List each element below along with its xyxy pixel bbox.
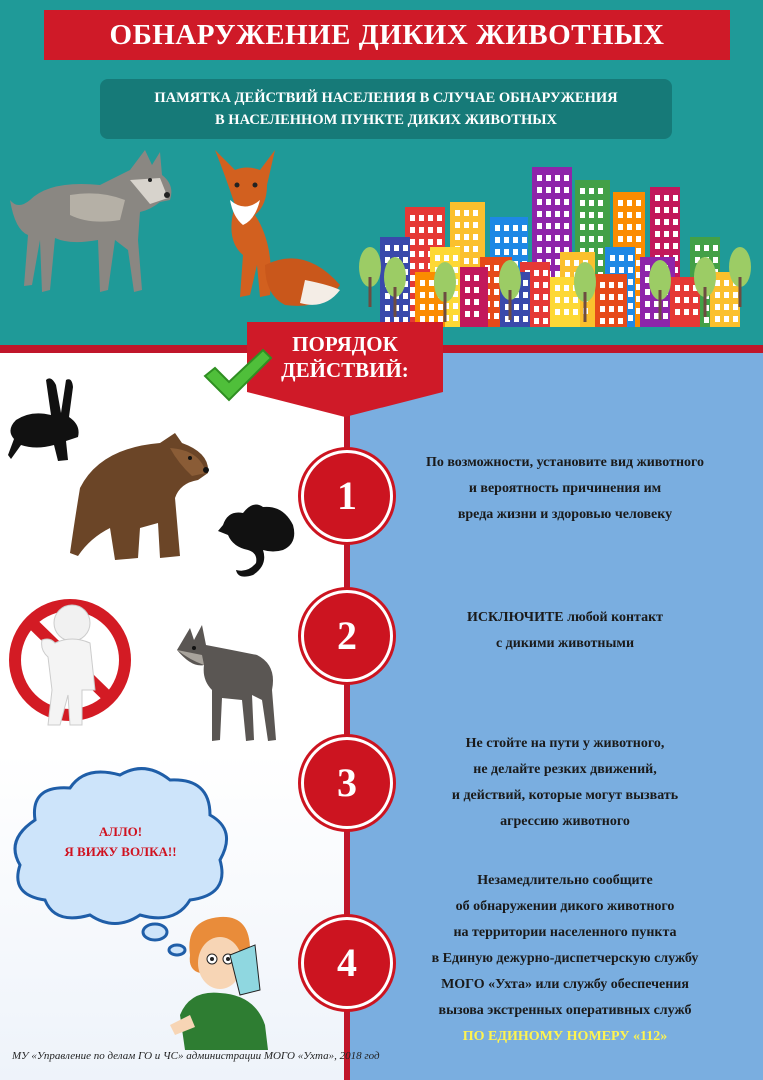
- step-2-number: 2: [301, 590, 393, 682]
- city-window: [598, 224, 603, 230]
- step-4-number: 4: [301, 917, 393, 1009]
- step-4-emphasis: МОГО «Ухта»: [441, 977, 532, 992]
- city-window: [513, 249, 518, 255]
- city-window: [598, 236, 603, 242]
- city-window: [444, 255, 449, 261]
- city-window: [537, 187, 542, 193]
- step-4-line-5: [380, 972, 750, 998]
- city-window: [627, 212, 632, 218]
- city-tree-trunk: [739, 277, 742, 307]
- fox-illustration: [205, 145, 345, 315]
- city-window: [673, 219, 678, 225]
- city-window: [455, 222, 460, 228]
- city-window: [645, 313, 650, 319]
- city-window: [564, 235, 569, 241]
- step-2-line-2: с дикими животными: [495, 636, 635, 651]
- city-window: [724, 316, 729, 322]
- city-window: [523, 292, 528, 298]
- city-window: [420, 280, 425, 286]
- city-window: [410, 215, 415, 221]
- city-window: [534, 270, 539, 276]
- city-window: [673, 243, 678, 249]
- city-window: [664, 195, 669, 201]
- city-window: [464, 222, 469, 228]
- city-window: [675, 309, 680, 315]
- city-window: [555, 309, 560, 315]
- step-2-line-1: [380, 605, 750, 631]
- subtitle-line-2: В НАСЕЛЕННОМ ПУНКТЕ ДИКИХ ЖИВОТНЫХ: [215, 112, 557, 128]
- city-window: [555, 235, 560, 241]
- city-window: [684, 309, 689, 315]
- city-window: [598, 248, 603, 254]
- city-window: [598, 260, 603, 266]
- city-window: [619, 255, 624, 261]
- city-window: [704, 317, 709, 323]
- city-window: [420, 292, 425, 298]
- city-window: [473, 258, 478, 264]
- step-3-text: [380, 731, 750, 835]
- step-3-line-2: не делайте резких движений,: [473, 762, 657, 777]
- city-window: [555, 211, 560, 217]
- city-window: [514, 316, 519, 322]
- city-window: [609, 282, 614, 288]
- city-window: [564, 297, 569, 303]
- step-2-emphasis: ИСКЛЮЧИТЕ: [466, 610, 564, 625]
- city-window: [654, 313, 659, 319]
- city-window: [465, 299, 470, 305]
- city-window: [664, 207, 669, 213]
- city-window: [464, 210, 469, 216]
- city-window: [724, 304, 729, 310]
- city-window: [494, 277, 499, 283]
- city-window: [573, 297, 578, 303]
- city-window: [600, 306, 605, 312]
- section-title-line-1: ПОРЯДОК: [292, 332, 398, 356]
- city-window: [564, 223, 569, 229]
- city-window: [419, 251, 424, 257]
- city-window: [410, 239, 415, 245]
- city-window: [664, 231, 669, 237]
- city-window: [645, 301, 650, 307]
- city-window: [465, 287, 470, 293]
- section-title-line-2: ДЕЙСТВИЙ:: [281, 358, 409, 382]
- city-window: [495, 225, 500, 231]
- emergency-number: ПО ЕДИНОМУ НОМЕРУ «112»: [462, 1029, 668, 1044]
- subtitle-line-1: ПАМЯТКА ДЕЙСТВИЙ НАСЕЛЕНИЯ В СЛУЧАЕ ОБНАРУЖЕНИЯ: [154, 90, 618, 106]
- city-window: [420, 304, 425, 310]
- city-window: [495, 249, 500, 255]
- city-window: [464, 258, 469, 264]
- city-window: [410, 275, 415, 281]
- city-window: [546, 175, 551, 181]
- city-window: [473, 246, 478, 252]
- city-window: [564, 187, 569, 193]
- city-window: [663, 301, 668, 307]
- city-window: [675, 285, 680, 291]
- city-window: [428, 227, 433, 233]
- city-window: [546, 223, 551, 229]
- city-tree-trunk: [394, 287, 397, 317]
- city-window: [589, 200, 594, 206]
- city-window: [628, 255, 633, 261]
- city-window: [403, 257, 408, 263]
- city-window: [428, 215, 433, 221]
- city-tree-trunk: [509, 290, 512, 320]
- city-window: [713, 257, 718, 263]
- city-window: [410, 251, 415, 257]
- city-window: [494, 313, 499, 319]
- city-window: [428, 239, 433, 245]
- city-window: [555, 187, 560, 193]
- city-window: [580, 188, 585, 194]
- woman-phone-illustration: [170, 915, 285, 1050]
- city-window: [403, 305, 408, 311]
- city-window: [564, 285, 569, 291]
- city-window: [522, 237, 527, 243]
- city-window: [385, 305, 390, 311]
- city-window: [618, 224, 623, 230]
- city-window: [618, 236, 623, 242]
- city-window: [453, 255, 458, 261]
- city-window: [410, 287, 415, 293]
- mouse-icon: [218, 495, 300, 580]
- city-window: [453, 315, 458, 321]
- city-window: [645, 265, 650, 271]
- city-window: [465, 311, 470, 317]
- city-window: [618, 282, 623, 288]
- city-window: [664, 243, 669, 249]
- prohibition-icon: [10, 595, 135, 730]
- step-4-line-3: на территории населенного пункта: [453, 925, 677, 940]
- city-window: [537, 223, 542, 229]
- city-window: [537, 247, 542, 253]
- city-window: [580, 224, 585, 230]
- city-window: [628, 291, 633, 297]
- city-window: [564, 175, 569, 181]
- city-window: [636, 248, 641, 254]
- city-window: [429, 292, 434, 298]
- check-icon: [203, 348, 273, 403]
- city-window: [438, 304, 443, 310]
- city-window: [403, 293, 408, 299]
- city-window: [580, 236, 585, 242]
- city-illustration: [360, 162, 755, 327]
- city-tree-trunk: [444, 292, 447, 322]
- city-window: [419, 263, 424, 269]
- city-window: [473, 210, 478, 216]
- city-window: [713, 245, 718, 251]
- city-window: [610, 267, 615, 273]
- city-window: [546, 235, 551, 241]
- city-window: [555, 297, 560, 303]
- page-title: ОБНАРУЖЕНИЕ ДИКИХ ЖИВОТНЫХ: [44, 10, 730, 60]
- city-window: [715, 316, 720, 322]
- city-window: [733, 316, 738, 322]
- city-window: [598, 188, 603, 194]
- city-window: [600, 294, 605, 300]
- step-4-text: [380, 868, 750, 1050]
- city-window: [655, 195, 660, 201]
- city-window: [598, 212, 603, 218]
- step-1-line-1: По возможности, установите вид животного: [425, 455, 705, 470]
- step-3-line-1: Не стойте на пути у животного,: [465, 736, 665, 751]
- city-window: [609, 318, 614, 324]
- step-3-line-3: и действий, которые могут вызвать: [451, 788, 679, 803]
- city-window: [522, 249, 527, 255]
- city-window: [394, 245, 399, 251]
- city-window: [437, 239, 442, 245]
- speech-line-2: Я ВИЖУ ВОЛКА!!: [64, 844, 177, 859]
- city-window: [546, 187, 551, 193]
- city-window: [453, 303, 458, 309]
- city-window: [609, 306, 614, 312]
- step-4-line-5-rest: или службу обеспечения: [531, 977, 689, 992]
- city-window: [733, 304, 738, 310]
- city-tree-trunk: [704, 287, 707, 317]
- city-window: [673, 231, 678, 237]
- step-2-line-1-rest: любой контакт: [563, 610, 664, 625]
- city-window: [724, 292, 729, 298]
- city-window: [546, 199, 551, 205]
- city-window: [473, 222, 478, 228]
- city-window: [555, 259, 560, 265]
- city-window: [504, 225, 509, 231]
- city-window: [513, 225, 518, 231]
- city-window: [523, 304, 528, 310]
- city-window: [555, 199, 560, 205]
- section-title: [247, 331, 443, 383]
- city-tree-trunk: [659, 290, 662, 320]
- city-window: [693, 309, 698, 315]
- city-window: [636, 212, 641, 218]
- wolf-photo: [172, 620, 282, 745]
- city-window: [410, 263, 415, 269]
- city-window: [573, 309, 578, 315]
- city-window: [555, 285, 560, 291]
- city-window: [580, 200, 585, 206]
- city-window: [655, 243, 660, 249]
- city-window: [435, 255, 440, 261]
- city-window: [543, 306, 548, 312]
- city-window: [627, 236, 632, 242]
- step-3-number: 3: [301, 737, 393, 829]
- city-window: [655, 231, 660, 237]
- step-4-line-1: Незамедлительно сообщите: [477, 873, 653, 888]
- city-window: [543, 270, 548, 276]
- city-window: [628, 303, 633, 309]
- city-window: [580, 212, 585, 218]
- city-window: [543, 294, 548, 300]
- speech-line-1: АЛЛО!: [98, 824, 143, 839]
- city-window: [534, 306, 539, 312]
- city-window: [534, 282, 539, 288]
- city-window: [494, 301, 499, 307]
- city-window: [609, 294, 614, 300]
- city-window: [693, 297, 698, 303]
- city-window: [627, 200, 632, 206]
- city-window: [534, 318, 539, 324]
- step-1-line-2: и вероятность причинения им: [468, 481, 662, 496]
- city-window: [410, 311, 415, 317]
- footer-credit: МУ «Управление по делам ГО и ЧС» администрации МОГО «Ухта», 2018 год: [12, 1050, 380, 1062]
- city-window: [537, 175, 542, 181]
- city-window: [522, 225, 527, 231]
- city-window: [618, 306, 623, 312]
- city-window: [636, 224, 641, 230]
- speech-text: [38, 822, 203, 862]
- city-window: [715, 304, 720, 310]
- city-window: [564, 211, 569, 217]
- city-window: [504, 249, 509, 255]
- city-window: [628, 267, 633, 273]
- city-window: [684, 297, 689, 303]
- city-window: [654, 301, 659, 307]
- city-window: [645, 289, 650, 295]
- city-window: [664, 219, 669, 225]
- city-window: [523, 316, 528, 322]
- city-window: [474, 287, 479, 293]
- city-window: [655, 219, 660, 225]
- city-window: [673, 195, 678, 201]
- city-window: [429, 280, 434, 286]
- city-window: [537, 199, 542, 205]
- city-window: [598, 200, 603, 206]
- city-window: [565, 260, 570, 266]
- city-window: [494, 265, 499, 271]
- step-1-line-3: вреда жизни и здоровью человеку: [457, 507, 673, 522]
- city-window: [673, 207, 678, 213]
- city-window: [655, 207, 660, 213]
- step-4-line-4: в Единую дежурно-диспетчерскую службу: [431, 951, 699, 966]
- city-window: [589, 236, 594, 242]
- city-window: [474, 299, 479, 305]
- city-window: [523, 280, 528, 286]
- step-1-text: [380, 450, 750, 528]
- city-window: [495, 237, 500, 243]
- city-window: [543, 282, 548, 288]
- city-window: [514, 304, 519, 310]
- city-window: [403, 245, 408, 251]
- city-window: [675, 297, 680, 303]
- city-window: [455, 234, 460, 240]
- city-window: [419, 239, 424, 245]
- city-window: [419, 227, 424, 233]
- city-window: [695, 245, 700, 251]
- wolf-illustration: [10, 140, 180, 315]
- city-window: [715, 292, 720, 298]
- step-3-line-4: агрессию животного: [500, 814, 630, 829]
- city-window: [543, 318, 548, 324]
- city-window: [546, 211, 551, 217]
- city-window: [610, 255, 615, 261]
- city-window: [589, 212, 594, 218]
- bear-illustration: [70, 428, 215, 563]
- city-window: [564, 199, 569, 205]
- city-window: [733, 292, 738, 298]
- city-window: [555, 175, 560, 181]
- city-window: [663, 313, 668, 319]
- city-window: [465, 275, 470, 281]
- city-window: [684, 285, 689, 291]
- city-window: [574, 260, 579, 266]
- city-window: [410, 299, 415, 305]
- city-window: [437, 227, 442, 233]
- city-window: [618, 294, 623, 300]
- city-window: [537, 211, 542, 217]
- city-window: [555, 247, 560, 253]
- city-window: [589, 224, 594, 230]
- city-window: [494, 289, 499, 295]
- step-2-text: [380, 605, 750, 657]
- subtitle-box: [100, 79, 672, 139]
- city-window: [385, 245, 390, 251]
- city-window: [618, 200, 623, 206]
- city-window: [513, 237, 518, 243]
- step-1-number: 1: [301, 450, 393, 542]
- city-window: [437, 215, 442, 221]
- city-window: [534, 294, 539, 300]
- city-window: [627, 224, 632, 230]
- city-window: [473, 234, 478, 240]
- city-tree-trunk: [369, 277, 372, 307]
- step-4-line-6: вызова экстренных оперативных служб: [438, 1003, 692, 1018]
- city-window: [600, 282, 605, 288]
- city-tree-trunk: [584, 292, 587, 322]
- city-window: [618, 318, 623, 324]
- city-window: [619, 267, 624, 273]
- city-window: [618, 212, 623, 218]
- city-window: [636, 236, 641, 242]
- city-window: [600, 318, 605, 324]
- city-window: [704, 245, 709, 251]
- city-window: [724, 280, 729, 286]
- city-window: [419, 215, 424, 221]
- city-window: [537, 235, 542, 241]
- city-window: [410, 227, 415, 233]
- city-window: [504, 237, 509, 243]
- city-window: [474, 275, 479, 281]
- city-window: [546, 247, 551, 253]
- city-window: [636, 200, 641, 206]
- city-window: [555, 223, 560, 229]
- city-window: [589, 188, 594, 194]
- step-4-line-2: об обнаружении дикого животного: [455, 899, 675, 914]
- city-window: [474, 311, 479, 317]
- city-window: [555, 271, 560, 277]
- city-window: [464, 246, 469, 252]
- city-window: [564, 309, 569, 315]
- city-window: [455, 210, 460, 216]
- city-window: [628, 315, 633, 321]
- city-window: [429, 304, 434, 310]
- city-window: [464, 234, 469, 240]
- city-window: [628, 279, 633, 285]
